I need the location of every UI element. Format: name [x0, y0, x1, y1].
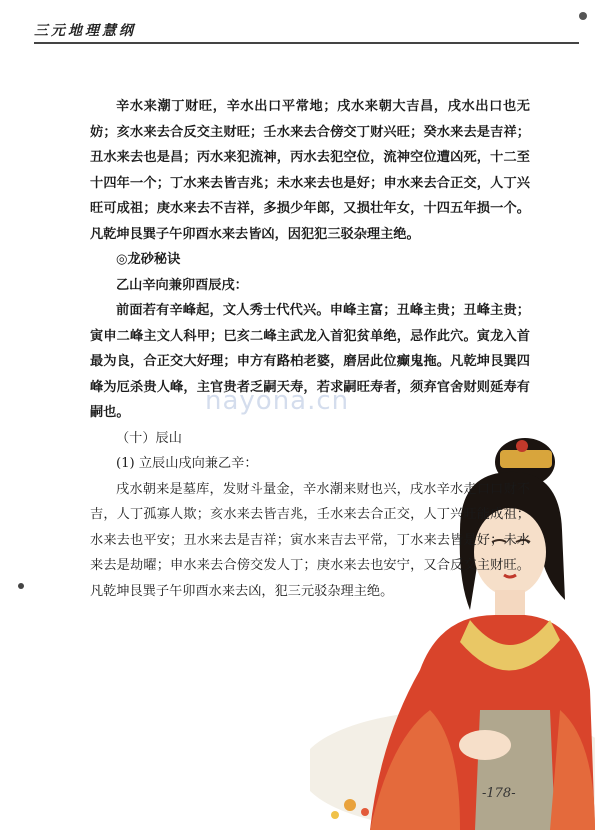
- paragraph: 前面若有辛峰起，文人秀士代代兴。申峰主富；丑峰主贵；丑峰主贵；寅申二峰主文人科甲；巳亥二峰主武龙入首犯贫单绝，忌作此穴。寅龙入首最为良，合正交大好理；申方有路柏老婆，磨居此位癫鬼拖。凡乾坤艮巽四峰为厄杀贵人峰，主官贵者乏嗣天寿，若求嗣旺寿者，须弃官舍财则延寿有嗣也。: [90, 303, 530, 420]
- subheading: 乙山辛向兼卯酉辰戌：: [116, 277, 248, 293]
- section-heading: （十）辰山: [116, 430, 182, 446]
- scan-dot: [579, 12, 587, 20]
- running-header: 三元地理慧纲: [34, 23, 136, 39]
- paragraph: 戌水朝来是墓库，发财斗量金，辛水潮来财也兴，戌水辛水走口口财不吉，人丁孤寡人欺；亥水来去皆吉兆，壬水来去合正交，人丁兴旺能成祖；水来去也平安；丑水来去是吉祥；寅水来吉去平常，丁水来去皆是好；未水来去是劫曜；申水来去合傍交发人丁；庚水来去也安宁，又合反交主财旺。凡乾坤艮巽子午卯酉水来去凶，犯三元驳杂理主绝。: [90, 481, 530, 599]
- subheading: (1) 立辰山戌向兼乙辛：: [116, 456, 258, 471]
- scan-dot: [18, 583, 24, 589]
- watermark: nayona.cn: [205, 386, 350, 416]
- paragraph: 辛水来潮丁财旺，辛水出口平常地；戌水来朝大吉昌，戌水出口也无妨；亥水来去合反交主财旺；壬水来去合傍交丁财兴旺；癸水来去是吉祥；丑水来去也是昌；丙水来犯流神，丙水去犯空位，流神空位遭凶死，十二至十四年一个；丁水来去皆吉兆；未水来去也是好；申水来去合正交，人丁兴旺可成祖；庚水来去不吉祥，多损少年郎，又损壮年女，十四五年损一个。凡乾坤艮巽子午卯酉水来去皆凶，因犯犯三驳杂理主绝。: [90, 99, 530, 242]
- hands: [459, 730, 511, 760]
- inner-robe: [475, 710, 555, 830]
- page-number: -178-: [482, 786, 516, 801]
- body-text: [90, 94, 530, 604]
- section-heading: ◎龙砂秘诀: [116, 252, 181, 267]
- header-rule: [34, 42, 579, 44]
